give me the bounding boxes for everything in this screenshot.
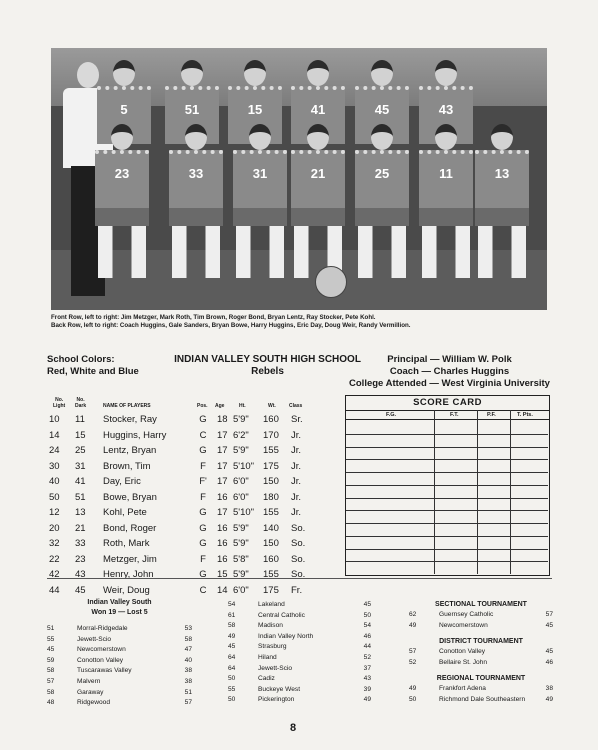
score-card-row-line — [346, 523, 548, 524]
opponent-score: 53 — [184, 625, 192, 632]
roster-row — [47, 536, 337, 552]
tournament-title: SECTIONAL TOURNAMENT — [435, 601, 527, 608]
roster-cell-age: 17 — [217, 507, 228, 518]
col-ft: F.T. — [450, 412, 459, 418]
our-score: 48 — [47, 699, 55, 707]
school-nickname: Rebels — [251, 366, 284, 377]
tournament-results — [409, 600, 553, 712]
our-score: 61 — [228, 611, 236, 619]
roster-divider — [47, 578, 552, 579]
roster-cell-wt: 150 — [263, 476, 279, 487]
school-name: INDIAN VALLEY SOUTH HIGH SCHOOL — [174, 354, 361, 365]
opponent-score: 46 — [363, 632, 371, 640]
opponent-score: 37 — [363, 664, 371, 672]
score-card-columns — [346, 410, 549, 420]
jersey-number: 13 — [475, 150, 529, 208]
opponent-score: 38 — [545, 685, 553, 693]
roster-cell-pos: G — [199, 414, 207, 425]
our-score: 58 — [228, 622, 236, 630]
score-card-row-line — [346, 459, 548, 460]
roster-cell-age: 17 — [217, 460, 228, 472]
front-row-player — [353, 124, 411, 278]
roster-cell-pos: G — [199, 445, 207, 456]
roster-cell-pos: C — [199, 584, 207, 596]
roster-cell-dark: 41 — [75, 476, 86, 487]
our-score: 58 — [47, 688, 55, 696]
roster-cell-cls: So. — [291, 538, 306, 549]
roster-cell-age: 16 — [217, 491, 228, 503]
roster-cell-name: Roth, Mark — [103, 538, 150, 549]
roster-cell-wt: 175 — [263, 460, 279, 472]
roster-cell-dark: 31 — [75, 460, 86, 472]
opponent-score: 49 — [545, 695, 553, 703]
roster-cell-age: 17 — [217, 445, 228, 456]
opponent-name: Newcomerstown — [439, 621, 488, 629]
roster-header-row — [47, 398, 337, 412]
roster-cell-age: 16 — [217, 522, 228, 534]
roster-cell-ht: 6'0" — [233, 491, 249, 503]
opponent-score: 39 — [363, 685, 371, 693]
game-row — [228, 611, 371, 622]
season-team: Indian Valley South — [87, 599, 152, 606]
roster-cell-wt: 170 — [263, 429, 279, 441]
roster-cell-age: 17 — [217, 476, 228, 487]
jersey-number: 21 — [291, 150, 345, 208]
front-row-player — [289, 124, 347, 278]
our-score: 50 — [409, 695, 417, 703]
our-score: 49 — [409, 685, 417, 693]
col-tpts: T. Pts. — [517, 412, 533, 418]
roster-cell-name: Henry, John — [103, 569, 154, 580]
roster-cell-pos: C — [199, 429, 207, 441]
opponent-name: Malvern — [77, 677, 101, 685]
roster-cell-ht: 6'0" — [233, 476, 249, 487]
game-row — [409, 647, 553, 658]
roster-cell-pos: G — [199, 569, 207, 580]
our-score: 52 — [409, 658, 417, 666]
roster-cell-name: Bond, Roger — [103, 522, 157, 534]
tournament-block — [409, 674, 553, 705]
roster-cell-age: 14 — [217, 584, 228, 596]
roster-cell-cls: Fr. — [291, 584, 303, 596]
score-card-column-line — [434, 410, 435, 574]
roster-cell-wt: 150 — [263, 538, 279, 549]
tournament-games — [409, 684, 553, 705]
roster-cell-age: 18 — [217, 414, 228, 425]
roster-cell-light: 44 — [49, 584, 60, 596]
our-score: 57 — [409, 648, 417, 656]
photo-caption — [51, 314, 551, 330]
opponent-name: Newcomerstown — [77, 646, 126, 654]
opponent-score: 40 — [184, 656, 192, 664]
header-dark: No. Dark — [75, 397, 87, 409]
page-number: 8 — [290, 722, 297, 734]
roster-cell-dark: 45 — [75, 584, 86, 596]
our-score: 64 — [228, 653, 236, 661]
opponent-name: Morral-Ridgedale — [77, 625, 128, 632]
col-pf: P.F. — [487, 412, 496, 418]
header-age: Age — [215, 403, 225, 409]
opponent-score: 52 — [363, 653, 371, 661]
roster-row — [47, 443, 337, 459]
front-row-player — [231, 124, 289, 278]
opponent-name: Guernsey Catholic — [439, 611, 494, 618]
roster-cell-cls: Jr. — [291, 476, 302, 487]
opponent-name: Indian Valley North — [258, 632, 314, 640]
game-row — [228, 695, 371, 706]
opponent-name: Hiland — [258, 653, 277, 661]
opponent-score: 45 — [545, 621, 553, 629]
game-row — [47, 688, 192, 699]
roster-cell-cls: So. — [291, 553, 306, 565]
roster-cell-ht: 6'0" — [233, 584, 249, 596]
roster-cell-wt: 155 — [263, 569, 279, 580]
our-score: 45 — [228, 643, 236, 651]
jersey-number: 11 — [419, 150, 473, 208]
roster-cell-light: 12 — [49, 507, 60, 518]
opponent-name: Ridgewood — [77, 699, 110, 707]
score-card-grid — [346, 421, 548, 574]
game-row — [47, 656, 192, 667]
roster-cell-name: Stocker, Ray — [103, 414, 157, 425]
our-score: 58 — [47, 667, 55, 675]
opponent-name: Garaway — [77, 688, 104, 696]
roster-cell-ht: 6'2" — [233, 429, 249, 441]
front-row-player — [417, 124, 475, 278]
roster-cell-light: 32 — [49, 538, 60, 549]
caption-front-row: Front Row, left to right: Jim Metzger, Mark Roth, Tim Brown, Roger Bond, Bryan Lentz, Ray Stocker, Pete Kohl. — [51, 314, 376, 321]
opponent-score: 38 — [184, 667, 192, 675]
our-score: 55 — [47, 635, 55, 643]
roster-cell-age: 17 — [217, 429, 228, 441]
caption-back-row: Back Row, left to right: Coach Huggins, Gale Sanders, Bryan Bowe, Harry Huggins, Eric Day, Doug Weir, Randy Vermillion. — [51, 322, 411, 329]
game-row — [228, 674, 371, 685]
col-fg: F.G. — [386, 412, 397, 418]
roster-cell-ht: 5'10" — [233, 507, 255, 518]
roster-cell-age: 16 — [217, 538, 228, 549]
roster-cell-wt: 175 — [263, 584, 279, 596]
roster-cell-dark: 11 — [75, 414, 85, 425]
opponent-name: Lakeland — [258, 601, 285, 608]
school-header — [47, 354, 552, 394]
roster-cell-pos: G — [199, 538, 207, 549]
roster-row — [47, 552, 337, 568]
tournament-games — [409, 610, 553, 631]
score-card-row-line — [346, 549, 548, 550]
jersey-number: 51 — [165, 86, 219, 144]
front-row-player — [93, 124, 151, 278]
roster-cell-pos: G — [199, 522, 207, 534]
our-score: 50 — [228, 675, 236, 683]
score-card-row-line — [346, 447, 548, 448]
opponent-name: Tuscarawas Valley — [77, 667, 132, 675]
opponent-score: 57 — [184, 699, 192, 707]
roster-rows — [47, 412, 337, 598]
roster-row — [47, 490, 337, 506]
school-staff — [347, 354, 552, 390]
roster-cell-light: 42 — [49, 569, 60, 580]
game-row — [47, 666, 192, 677]
header-light: No. Light — [53, 397, 66, 409]
opponent-name: Richmond Dale Southeastern — [439, 695, 526, 703]
roster-cell-cls: So. — [291, 522, 306, 534]
score-card-row-line — [346, 510, 548, 511]
roster-cell-light: 14 — [49, 429, 60, 441]
opponent-score: 54 — [363, 622, 371, 630]
roster-row — [47, 567, 337, 583]
roster-cell-name: Brown, Tim — [103, 460, 151, 472]
roster-cell-pos: F — [200, 491, 206, 503]
roster-cell-ht: 5'9" — [233, 569, 249, 580]
our-score: 51 — [47, 625, 55, 632]
opponent-score: 45 — [363, 601, 371, 608]
opponent-score: 51 — [184, 688, 192, 696]
front-row-player — [167, 124, 225, 278]
roster-cell-name: Huggins, Harry — [103, 429, 167, 441]
roster-cell-ht: 5'10" — [233, 460, 255, 472]
roster-row — [47, 583, 337, 599]
jersey-number: 5 — [97, 86, 151, 144]
header-wt: Wt. — [268, 403, 276, 409]
school-title — [165, 354, 370, 378]
game-row — [47, 645, 192, 656]
roster-cell-cls: Jr. — [291, 445, 302, 456]
game-row — [228, 685, 371, 696]
our-score: 59 — [47, 656, 55, 664]
roster-cell-light: 30 — [49, 460, 60, 472]
roster-row — [47, 428, 337, 444]
opponent-score: 38 — [184, 677, 192, 685]
roster-cell-dark: 43 — [75, 569, 86, 580]
roster-cell-dark: 15 — [75, 429, 86, 441]
roster-cell-wt: 155 — [263, 445, 279, 456]
game-row — [409, 610, 553, 621]
game-row — [228, 653, 371, 664]
game-row — [409, 658, 553, 669]
game-row — [228, 600, 371, 611]
roster-cell-dark: 25 — [75, 445, 86, 456]
roster-cell-wt: 160 — [263, 414, 279, 425]
game-row — [47, 698, 192, 709]
opponent-name: Jewett-Scio — [77, 635, 112, 643]
game-row — [228, 664, 371, 675]
game-row — [228, 642, 371, 653]
jersey-number: 23 — [95, 150, 149, 208]
jersey-number: 31 — [233, 150, 287, 208]
our-score: 49 — [228, 632, 236, 640]
roster-table — [47, 398, 337, 598]
roster-cell-name: Bowe, Bryan — [103, 491, 157, 503]
roster-cell-ht: 5'8" — [233, 553, 249, 565]
opponent-score: 44 — [363, 643, 371, 651]
team-photo — [51, 48, 547, 310]
roster-cell-cls: Jr. — [291, 429, 302, 441]
roster-row — [47, 459, 337, 475]
roster-cell-ht: 5'9" — [233, 522, 249, 534]
roster-cell-ht: 5'9" — [233, 445, 249, 456]
tournament-games — [409, 647, 553, 668]
roster-row — [47, 412, 337, 428]
opponent-name: Buckeye West — [258, 685, 301, 693]
score-card-row-line — [346, 434, 548, 435]
opponent-score: 57 — [545, 611, 553, 618]
principal: Principal — William W. Polk — [387, 354, 512, 365]
roster-cell-age: 15 — [217, 569, 228, 580]
roster-cell-cls: So. — [291, 569, 306, 580]
opponent-name: Conotton Valley — [77, 656, 124, 664]
opponent-name: Frankfort Adena — [439, 685, 486, 693]
opponent-name: Jewett-Scio — [258, 664, 293, 672]
school-colors — [47, 354, 139, 378]
roster-cell-wt: 180 — [263, 491, 279, 503]
roster-cell-cls: Jr. — [291, 507, 302, 518]
tournament-block — [409, 600, 553, 631]
roster-row — [47, 474, 337, 490]
header-ht: Ht. — [239, 403, 246, 409]
our-score: 55 — [228, 685, 236, 693]
jersey-number: 33 — [169, 150, 223, 208]
header-pos: Pos. — [197, 403, 208, 409]
colors-label: School Colors: — [47, 354, 115, 365]
roster-cell-cls: Sr. — [291, 414, 303, 425]
roster-cell-pos: F' — [199, 476, 207, 487]
roster-cell-name: Weir, Doug — [103, 584, 150, 596]
score-card-column-line — [510, 410, 511, 574]
season-record: Won 19 — Lost 5 — [91, 608, 148, 616]
roster-cell-name: Lentz, Bryan — [103, 445, 157, 456]
opponent-name: Pickerington — [258, 696, 295, 704]
opponent-name: Cadiz — [258, 675, 275, 683]
roster-cell-dark: 21 — [75, 522, 86, 534]
opponent-score: 45 — [545, 648, 553, 656]
our-score: 62 — [409, 611, 417, 618]
roster-cell-pos: F — [200, 553, 206, 565]
opponent-score: 46 — [545, 658, 553, 666]
opponent-score: 43 — [363, 675, 371, 683]
jersey-number: 43 — [419, 86, 473, 144]
score-card — [345, 395, 550, 576]
colors-value: Red, White and Blue — [47, 366, 139, 377]
roster-cell-light: 10 — [49, 414, 60, 425]
opponent-score: 49 — [363, 696, 371, 704]
game-row — [47, 624, 192, 635]
opponent-name: Central Catholic — [258, 611, 305, 619]
opponent-name: Conotton Valley — [439, 648, 486, 656]
roster-cell-light: 24 — [49, 445, 60, 456]
opponent-name: Strasburg — [258, 643, 287, 651]
roster-cell-cls: Jr. — [291, 491, 302, 503]
game-row — [47, 635, 192, 646]
roster-cell-wt: 160 — [263, 553, 279, 565]
our-score: 49 — [409, 621, 417, 629]
roster-cell-light: 20 — [49, 522, 60, 534]
college: College Attended — West Virginia University — [349, 378, 550, 389]
score-card-row-line — [346, 498, 548, 499]
score-card-row-line — [346, 472, 548, 473]
our-score: 45 — [47, 646, 55, 654]
our-score: 57 — [47, 677, 55, 685]
game-row — [409, 684, 553, 695]
roster-cell-name: Metzger, Jim — [103, 553, 157, 565]
roster-cell-age: 16 — [217, 553, 228, 565]
games-list-2 — [228, 600, 371, 706]
score-card-row-line — [346, 561, 548, 562]
coach: Coach — Charles Huggins — [389, 366, 510, 377]
roster-cell-name: Day, Eric — [103, 476, 141, 487]
opponent-name: Bellaire St. John — [439, 658, 488, 666]
roster-cell-light: 40 — [49, 476, 60, 487]
opponent-name: Madison — [258, 622, 283, 630]
roster-cell-light: 22 — [49, 553, 60, 565]
basketball-icon — [315, 266, 347, 298]
jersey-number: 45 — [355, 86, 409, 144]
opponent-score: 50 — [363, 611, 371, 619]
jersey-number: 15 — [228, 86, 282, 144]
tournament-title: DISTRICT TOURNAMENT — [439, 638, 523, 646]
roster-cell-ht: 5'9" — [233, 538, 249, 549]
our-score: 54 — [228, 601, 236, 608]
tournament-title: REGIONAL TOURNAMENT — [436, 675, 526, 683]
front-row-player — [473, 124, 531, 278]
game-row — [409, 621, 553, 632]
roster-row — [47, 505, 337, 521]
roster-cell-pos: F — [200, 460, 206, 472]
roster-cell-cls: Jr. — [291, 460, 302, 472]
jersey-number: 25 — [355, 150, 409, 208]
opponent-score: 58 — [184, 635, 192, 643]
our-score: 50 — [228, 696, 236, 704]
score-card-row-line — [346, 536, 548, 537]
our-score: 64 — [228, 664, 236, 672]
jersey-number: 41 — [291, 86, 345, 144]
season-results — [47, 598, 192, 709]
roster-cell-ht: 5'9" — [233, 414, 249, 425]
roster-cell-wt: 155 — [263, 507, 279, 518]
score-card-title: SCORE CARD — [413, 397, 482, 408]
opponent-score: 47 — [184, 646, 192, 654]
roster-row — [47, 521, 337, 537]
roster-cell-wt: 140 — [263, 522, 279, 534]
roster-cell-pos: G — [199, 507, 207, 518]
roster-cell-name: Kohl, Pete — [103, 507, 147, 518]
score-card-column-line — [477, 410, 478, 574]
score-card-row-line — [346, 485, 548, 486]
roster-cell-dark: 33 — [75, 538, 86, 549]
games-list-1 — [47, 624, 192, 709]
roster-cell-dark: 51 — [75, 491, 86, 503]
roster-cell-dark: 13 — [75, 507, 86, 518]
game-row — [409, 695, 553, 706]
tournament-block — [409, 637, 553, 668]
header-class: Class — [289, 403, 303, 409]
game-row — [228, 632, 371, 643]
game-row — [47, 677, 192, 688]
roster-cell-light: 50 — [49, 491, 60, 503]
game-row — [228, 621, 371, 632]
header-name: NAME OF PLAYERS — [103, 403, 151, 409]
roster-cell-dark: 23 — [75, 553, 86, 565]
